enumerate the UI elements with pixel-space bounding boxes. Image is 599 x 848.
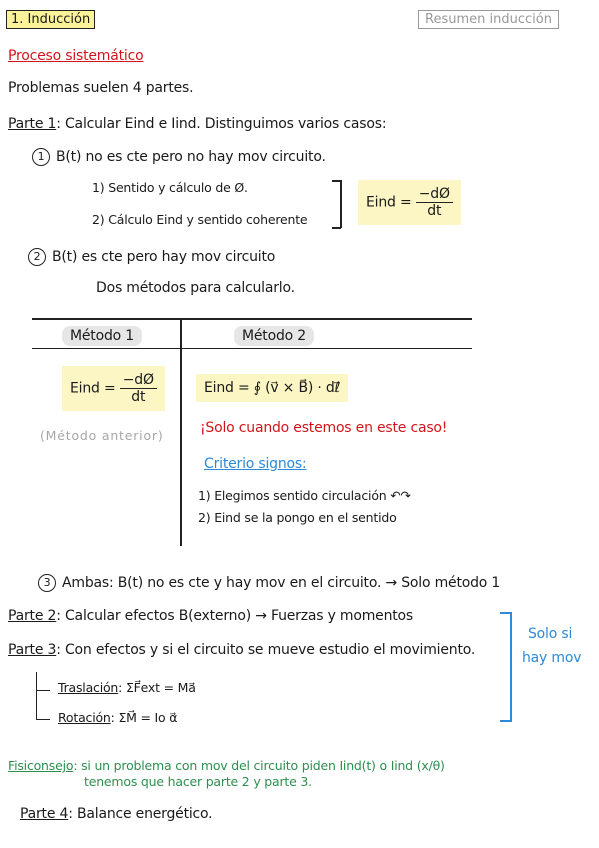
case1-formula-num: −dØ (416, 186, 453, 203)
case3-text: Ambas: B(t) no es cte y hay mov en el circuito. → Solo método 1 (62, 575, 501, 591)
case2-title: B(t) es cte pero hay mov circuito (52, 249, 276, 265)
case2-number: 2 (28, 248, 46, 266)
case1-title: B(t) no es cte pero no hay mov circuito. (56, 149, 326, 165)
tree-branch2 (36, 719, 50, 720)
traslacion-label: Traslación (58, 680, 119, 695)
case2-title-line (28, 248, 275, 266)
case2-subtitle: Dos métodos para calcularlo. (96, 280, 295, 296)
case1-number: 1 (32, 148, 50, 166)
traslacion-formula: : ΣF⃗ext = Ma⃗ (118, 680, 196, 695)
parte1-line (8, 116, 386, 132)
page-title: 1. Inducción (6, 10, 95, 29)
case3-line (38, 574, 500, 592)
case1-formula-den: dt (427, 203, 442, 219)
method2-formula: Eind = ∮ (v⃗ × B⃗) · dℓ⃗ (196, 374, 348, 402)
method1-fraction (120, 372, 157, 405)
rotacion-label: Rotación (58, 710, 111, 725)
case1-bracket (340, 180, 342, 228)
tree-branch1 (36, 690, 50, 691)
parte4-text: : Balance energético. (68, 806, 213, 822)
table-top-border (32, 318, 472, 320)
parte3-line (8, 642, 475, 658)
fisiconsejo-line2: tenemos que hacer parte 2 y parte 3. (84, 774, 312, 789)
table-column-divider (180, 318, 182, 546)
side-bracket-bottom (500, 720, 511, 722)
case1-step2: 2) Cálculo Eind y sentido coherente (92, 212, 308, 227)
parte1-text: : Calcular Eind e Iind. Distinguimos varios casos: (56, 116, 387, 132)
case1-fraction (416, 186, 453, 219)
table-col1-header: Método 1 (62, 326, 142, 346)
fisiconsejo-label: Fisiconsejo (8, 758, 74, 773)
parte2-text: : Calcular efectos B(externo) → Fuerzas y momentos (56, 608, 414, 624)
summary-tag: Resumen inducción (418, 10, 559, 29)
parte4-label: Parte 4 (20, 806, 69, 822)
method1-lhs: Eind = (70, 380, 116, 397)
parte2-label: Parte 2 (8, 608, 57, 624)
rotacion-formula: : ΣM⃗ = Io α⃗ (110, 710, 178, 725)
parte4-line (20, 806, 212, 822)
method2-criterio: Criterio signos: (204, 456, 307, 472)
section-heading: Proceso sistemático (8, 48, 144, 64)
intro-text: Problemas suelen 4 partes. (8, 80, 194, 96)
table-header-divider (32, 348, 472, 349)
parte1-label: Parte 1 (8, 116, 57, 132)
side-bracket-top (500, 612, 511, 614)
parte2-line (8, 608, 413, 624)
side-note-line2: hay mov (522, 650, 582, 666)
case1-title-line (32, 148, 326, 166)
method2-item2: 2) Eind se la pongo en el sentido (198, 510, 397, 525)
case1-step1: 1) Sentido y cálculo de Ø. (92, 180, 248, 195)
tree-vertical (36, 672, 37, 720)
case1-bracket-bottom (332, 227, 341, 229)
method2-item1: 1) Elegimos sentido circulación ↶↷ (198, 488, 411, 503)
table-col2-header: Método 2 (234, 326, 314, 346)
case1-formula (358, 180, 461, 225)
method1-den: dt (131, 389, 146, 405)
rotacion-line (58, 710, 177, 725)
traslacion-line (58, 680, 196, 695)
method1-formula (62, 366, 165, 411)
method1-num: −dØ (120, 372, 157, 389)
case3-number: 3 (38, 574, 56, 592)
parte3-text: : Con efectos y si el circuito se mueve estudio el movimiento. (56, 642, 476, 658)
fisiconsejo-text1: : si un problema con mov del circuito piden Iind(t) o Iind (x/θ) (73, 758, 445, 773)
method2-warning: ¡Solo cuando estemos en este caso! (200, 420, 448, 436)
side-bracket (510, 612, 512, 722)
parte3-label: Parte 3 (8, 642, 57, 658)
fisiconsejo-line1 (8, 758, 445, 773)
case1-formula-lhs: Eind = (366, 194, 412, 211)
case1-bracket-top (332, 180, 341, 182)
method1-note: (Método anterior) (40, 428, 164, 443)
side-note-line1: Solo si (528, 626, 573, 642)
